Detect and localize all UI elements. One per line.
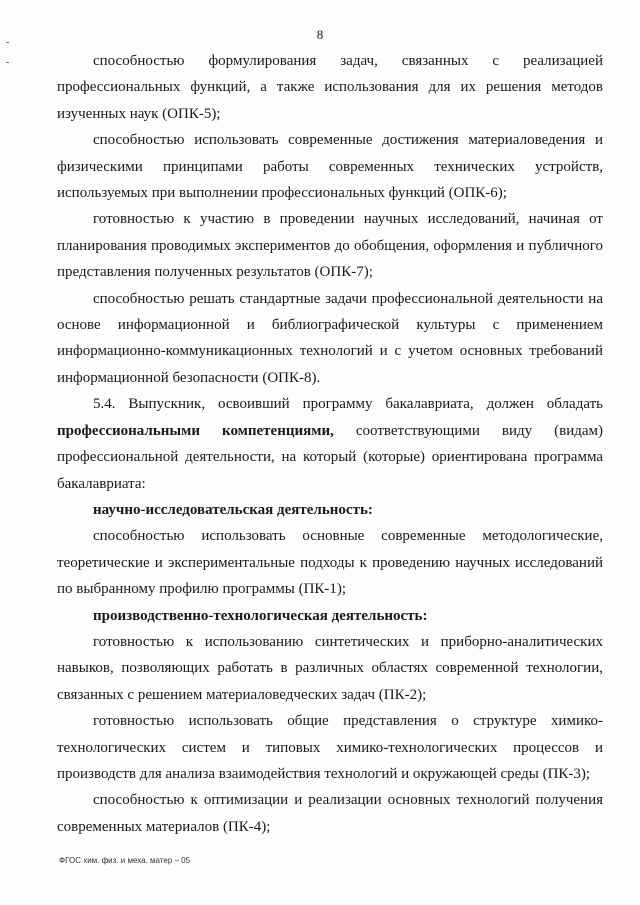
paragraph-opk-7: готовностью к участию в проведении научных исследований, начиная от планирования проводимых экспериментов до обобщения, оформления и публичного представления полученных результатов (ОПК-7); (57, 211, 603, 281)
section-5-4-rest: соответствующими виду (видам) профессиональной деятельности, на который (которые) ориентирована программа бакалавриата: (57, 422, 603, 492)
paragraph-pk-4: способностью к оптимизации и реализации основных технологий получения современных материалов (ПК-4); (57, 792, 603, 835)
paragraph-section-5-4 (57, 391, 603, 497)
paragraph-pk-1: способностью использовать основные современные методологические, теоретические и экспериментальные подходы к проведению научных исследований по выбранному профилю программы (ПК-1); (57, 528, 603, 598)
paragraph-pk-2: готовностью к использованию синтетических и приборно-аналитических навыков, позволяющих работать в различных областях современной технологии, связанных с решением материаловедческих задач (ПК-2); (57, 633, 603, 703)
paragraph-pk-3: готовностью использовать общие представления о структуре химико-технологических систем и типовых химико-технологических процессов и производств для анализа взаимодействия технологий и окружающей среды (ПК-3); (57, 713, 603, 782)
paragraph-opk-5: способностью формулирования задач, связанных с реализацией профессиональных функций, а также использования для их решения методов изученных наук (ОПК-5); (57, 53, 603, 122)
section-5-4-intro: 5.4. Выпускник, освоивший программу бакалавриата, должен обладать (93, 396, 603, 413)
margin-mark (6, 42, 9, 43)
paragraph-opk-6: способностью использовать современные достижения материаловедения и физическими принципами работы современных технических устройств, используемых при выполнении профессиональных функций (ОПК-6); (57, 132, 603, 202)
margin-mark (6, 62, 9, 63)
page-number: 8 (316, 27, 324, 42)
document-body (57, 48, 603, 840)
page-footer: ФГОС хим. физ. и меха. матер – 05 (59, 856, 191, 865)
heading-research-activity: научно-исследовательская деятельность: (93, 501, 373, 518)
section-5-4-bold-phrase: профессиональными компетенциями, (57, 422, 334, 439)
heading-production-activity: производственно-технологическая деятельность: (93, 607, 428, 624)
paragraph-opk-8: способностью решать стандартные задачи профессиональной деятельности на основе информационной и библиографической культуры с применением информационно-коммуникационных технологий и с учетом основных требований информационной безопасности (ОПК-8). (57, 290, 603, 386)
